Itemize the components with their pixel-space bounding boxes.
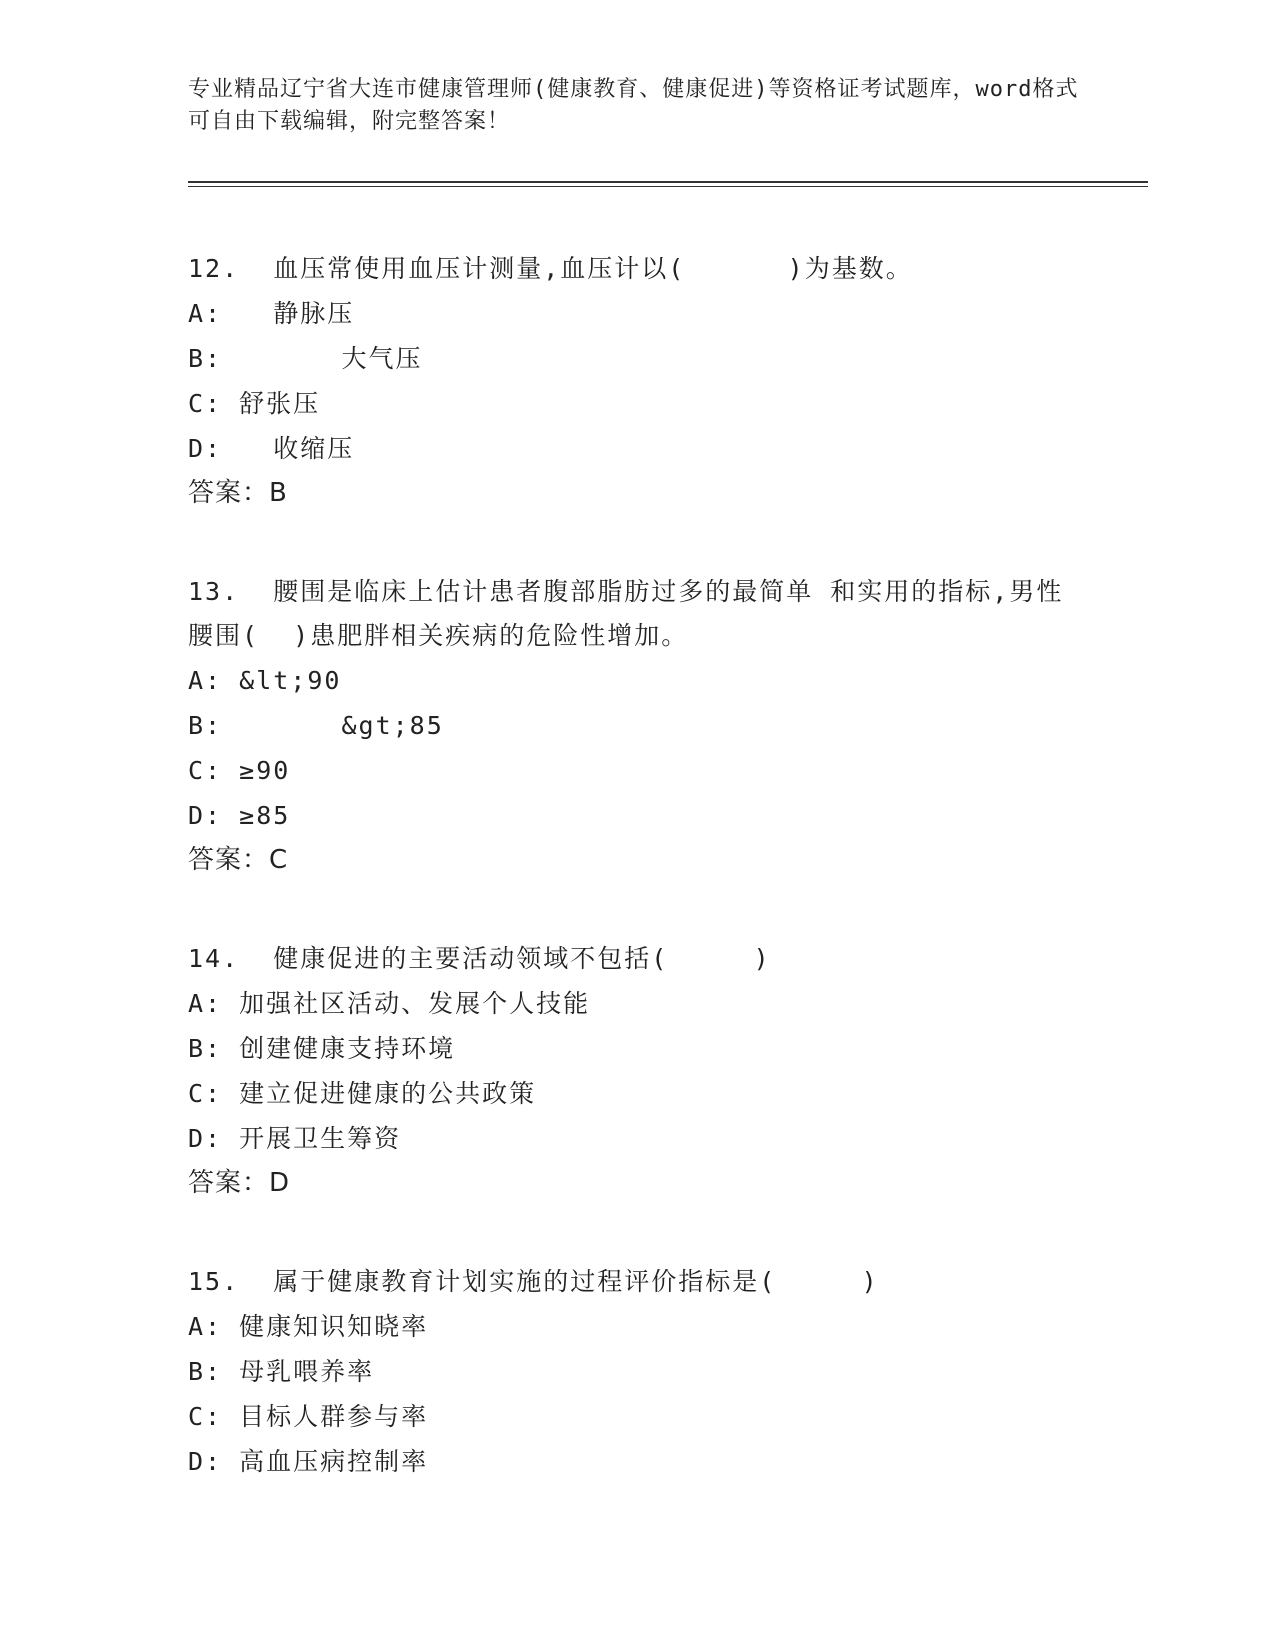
- header-divider: [188, 181, 1148, 187]
- option-d: D: 收缩压: [188, 434, 355, 463]
- question-13: [188, 570, 1148, 882]
- question-stem: 12. 血压常使用血压计测量,血压计以( )为基数。: [188, 254, 913, 283]
- option-a: A: &lt;90: [188, 666, 342, 695]
- option-c: C: ≥90: [188, 756, 291, 785]
- option-a: A: 静脉压: [188, 299, 355, 328]
- option-b: B: 大气压: [188, 344, 423, 373]
- option-b: B: 创建健康支持环境: [188, 1034, 456, 1063]
- option-c: C: 目标人群参与率: [188, 1402, 429, 1431]
- question-14: [188, 937, 1148, 1205]
- answer-label: 答案：C: [188, 845, 289, 875]
- option-d: D: 开展卫生筹资: [188, 1124, 402, 1153]
- option-b: B: 母乳喂养率: [188, 1357, 375, 1386]
- document-header: 专业精品辽宁省大连市健康管理师(健康教育、健康促进)等资格证考试题库，word格式可自由下载编辑，附完整答案！: [188, 77, 1079, 134]
- option-a: A: 加强社区活动、发展个人技能: [188, 989, 591, 1018]
- option-b: B: &gt;85: [188, 711, 444, 740]
- option-d: D: ≥85: [188, 801, 291, 830]
- option-d: D: 高血压病控制率: [188, 1447, 429, 1476]
- question-15: [188, 1260, 1148, 1484]
- answer-label: 答案：D: [188, 1168, 291, 1198]
- question-stem: 13. 腰围是临床上估计患者腹部脂肪过多的最简单 和实用的指标,男性腰围( )患肥胖相关疾病的危险性增加。: [188, 577, 1064, 650]
- question-stem: 15. 属于健康教育计划实施的过程评价指标是( ): [188, 1267, 879, 1296]
- question-stem: 14. 健康促进的主要活动领域不包括( ): [188, 944, 771, 973]
- question-12: [188, 247, 1148, 515]
- answer-label: 答案：B: [188, 478, 288, 508]
- option-a: A: 健康知识知晓率: [188, 1312, 429, 1341]
- document-page: [188, 70, 1148, 1484]
- option-c: C: 舒张压: [188, 389, 321, 418]
- option-c: C: 建立促进健康的公共政策: [188, 1079, 537, 1108]
